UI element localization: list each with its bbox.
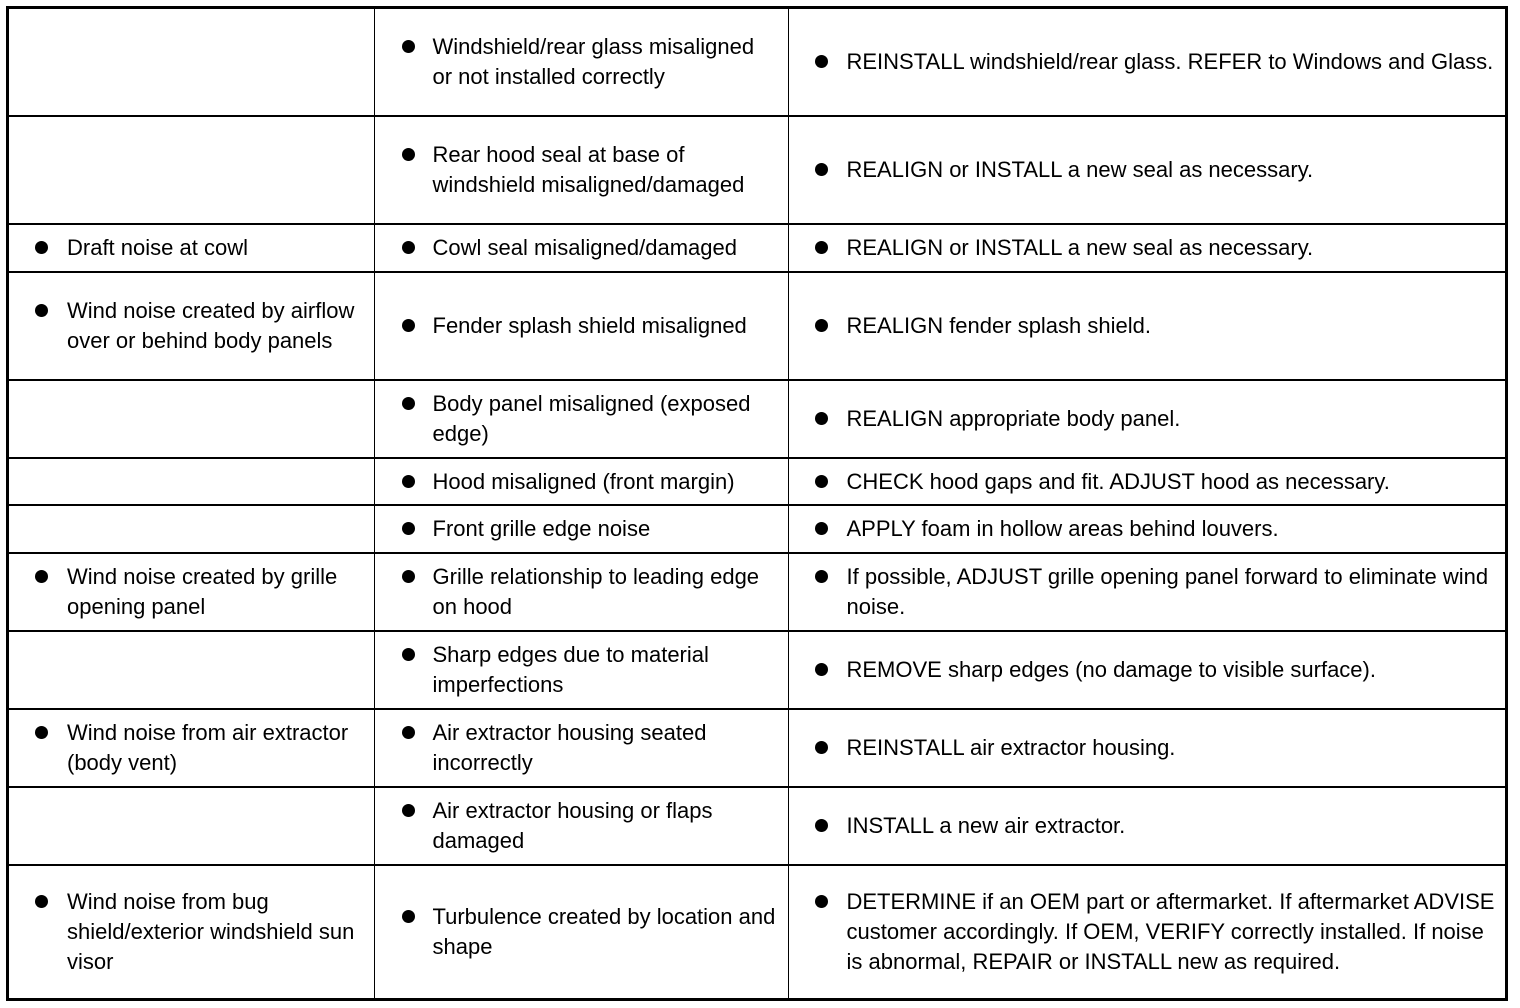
table-row <box>9 631 1505 709</box>
source-item <box>375 902 788 962</box>
bullet-icon <box>402 148 415 161</box>
bullet-icon <box>815 163 828 176</box>
action-item <box>789 562 1506 622</box>
condition-item <box>9 562 374 622</box>
condition-cell <box>9 458 374 505</box>
action-text: REALIGN or INSTALL a new seal as necessary. <box>846 235 1314 260</box>
bullet-icon <box>35 241 48 254</box>
diagnosis-table-frame <box>6 6 1508 1001</box>
bullet-icon <box>815 475 828 488</box>
source-item <box>375 562 788 622</box>
source-item <box>375 311 788 341</box>
table-row <box>9 865 1505 998</box>
source-cell <box>374 505 788 553</box>
action-cell <box>788 272 1505 380</box>
action-cell <box>788 505 1505 553</box>
source-text: Grille relationship to leading edge on hood <box>432 564 760 619</box>
bullet-icon <box>402 475 415 488</box>
action-cell <box>788 787 1505 865</box>
action-text: DETERMINE if an OEM part or aftermarket. If aftermarket ADVISE customer accordingly. If OEM, VERIFY correctly installed. If noise is abnormal, REPAIR or INSTALL new as required. <box>846 889 1495 974</box>
table-row <box>9 9 1505 116</box>
action-cell <box>788 116 1505 224</box>
condition-cell <box>9 709 374 787</box>
source-cell <box>374 865 788 998</box>
action-text: CHECK hood gaps and fit. ADJUST hood as necessary. <box>846 468 1390 494</box>
action-item <box>789 655 1506 685</box>
source-item <box>375 140 788 200</box>
action-text: INSTALL a new air extractor. <box>846 813 1126 838</box>
bullet-icon <box>815 412 828 425</box>
action-text: REALIGN appropriate body panel. <box>846 406 1181 431</box>
bullet-icon <box>35 570 48 583</box>
action-text: REMOVE sharp edges (no damage to visible surface). <box>846 657 1376 682</box>
source-text: Air extractor housing seated incorrectly <box>432 720 707 775</box>
bullet-icon <box>35 726 48 739</box>
bullet-icon <box>402 40 415 53</box>
source-cell <box>374 272 788 380</box>
bullet-icon <box>402 319 415 332</box>
table-row <box>9 709 1505 787</box>
bullet-icon <box>815 570 828 583</box>
action-item <box>789 514 1506 544</box>
bullet-icon <box>815 741 828 754</box>
bullet-icon <box>815 55 828 68</box>
condition-text: Wind noise from bug shield/exterior windshield sun visor <box>67 889 355 974</box>
condition-cell <box>9 505 374 553</box>
condition-item <box>9 233 374 263</box>
action-text: REINSTALL windshield/rear glass. REFER to Windows and Glass. <box>846 49 1494 74</box>
condition-cell <box>9 787 374 865</box>
bullet-icon <box>402 397 415 410</box>
table-row <box>9 116 1505 224</box>
source-item <box>375 467 788 497</box>
action-cell <box>788 380 1505 458</box>
table-row <box>9 224 1505 272</box>
source-text: Windshield/rear glass misaligned or not installed correctly <box>432 34 755 89</box>
action-item <box>789 47 1506 77</box>
condition-item <box>9 887 374 977</box>
bullet-icon <box>815 241 828 254</box>
action-cell <box>788 631 1505 709</box>
source-item <box>375 32 788 92</box>
action-text: REALIGN or INSTALL a new seal as necessary. <box>846 157 1314 182</box>
source-item <box>375 233 788 263</box>
bullet-icon <box>402 648 415 661</box>
bullet-icon <box>35 304 48 317</box>
action-cell <box>788 553 1505 631</box>
source-text: Sharp edges due to material imperfections <box>432 642 709 697</box>
source-item <box>375 796 788 856</box>
bullet-icon <box>402 910 415 923</box>
bullet-icon <box>402 726 415 739</box>
source-text: Body panel misaligned (exposed edge) <box>432 391 751 446</box>
action-cell <box>788 865 1505 998</box>
source-item <box>375 640 788 700</box>
condition-text: Wind noise from air extractor (body vent) <box>67 720 349 775</box>
action-item <box>789 233 1506 263</box>
action-cell <box>788 224 1505 272</box>
bullet-icon <box>402 241 415 254</box>
action-item <box>789 467 1506 497</box>
bullet-icon <box>35 895 48 908</box>
table-row <box>9 380 1505 458</box>
source-cell <box>374 224 788 272</box>
source-item <box>375 389 788 449</box>
bullet-icon <box>402 804 415 817</box>
bullet-icon <box>815 522 828 535</box>
source-text: Air extractor housing or flaps damaged <box>432 798 713 853</box>
action-item <box>789 404 1506 434</box>
bullet-icon <box>815 663 828 676</box>
condition-cell <box>9 224 374 272</box>
source-cell <box>374 553 788 631</box>
table-row <box>9 272 1505 380</box>
source-text: Rear hood seal at base of windshield misaligned/damaged <box>432 142 745 197</box>
action-text: If possible, ADJUST grille opening panel forward to eliminate wind noise. <box>846 564 1489 619</box>
table-row <box>9 787 1505 865</box>
action-item <box>789 733 1506 763</box>
action-text: REALIGN fender splash shield. <box>846 313 1151 338</box>
action-item <box>789 811 1506 841</box>
source-item <box>375 718 788 778</box>
bullet-icon <box>402 522 415 535</box>
action-item <box>789 311 1506 341</box>
condition-item <box>9 718 374 778</box>
bullet-icon <box>402 570 415 583</box>
condition-item <box>9 296 374 356</box>
action-cell <box>788 458 1505 505</box>
table-row <box>9 505 1505 553</box>
source-text: Fender splash shield misaligned <box>432 313 747 338</box>
source-text: Hood misaligned (front margin) <box>432 468 735 494</box>
action-item <box>789 155 1506 185</box>
condition-cell <box>9 553 374 631</box>
bullet-icon <box>815 895 828 908</box>
source-text: Front grille edge noise <box>432 516 651 541</box>
condition-cell <box>9 865 374 998</box>
table-row <box>9 553 1505 631</box>
source-cell <box>374 458 788 505</box>
source-cell <box>374 631 788 709</box>
diagnosis-table <box>9 9 1505 998</box>
action-item <box>789 887 1506 977</box>
condition-cell <box>9 380 374 458</box>
source-cell <box>374 116 788 224</box>
table-row <box>9 458 1505 505</box>
source-cell <box>374 9 788 116</box>
source-cell <box>374 709 788 787</box>
action-cell <box>788 9 1505 116</box>
condition-cell <box>9 116 374 224</box>
source-text: Cowl seal misaligned/damaged <box>432 235 737 260</box>
bullet-icon <box>815 819 828 832</box>
action-cell <box>788 709 1505 787</box>
action-text: REINSTALL air extractor housing. <box>846 735 1176 760</box>
condition-cell <box>9 9 374 116</box>
source-item <box>375 514 788 544</box>
condition-cell <box>9 631 374 709</box>
condition-text: Draft noise at cowl <box>67 235 248 260</box>
source-cell <box>374 787 788 865</box>
bullet-icon <box>815 319 828 332</box>
condition-cell <box>9 272 374 380</box>
source-text: Turbulence created by location and shape <box>432 904 776 959</box>
source-cell <box>374 380 788 458</box>
condition-text: Wind noise created by airflow over or behind body panels <box>67 298 355 353</box>
condition-text: Wind noise created by grille opening panel <box>67 564 338 619</box>
action-text: APPLY foam in hollow areas behind louvers. <box>846 516 1279 541</box>
